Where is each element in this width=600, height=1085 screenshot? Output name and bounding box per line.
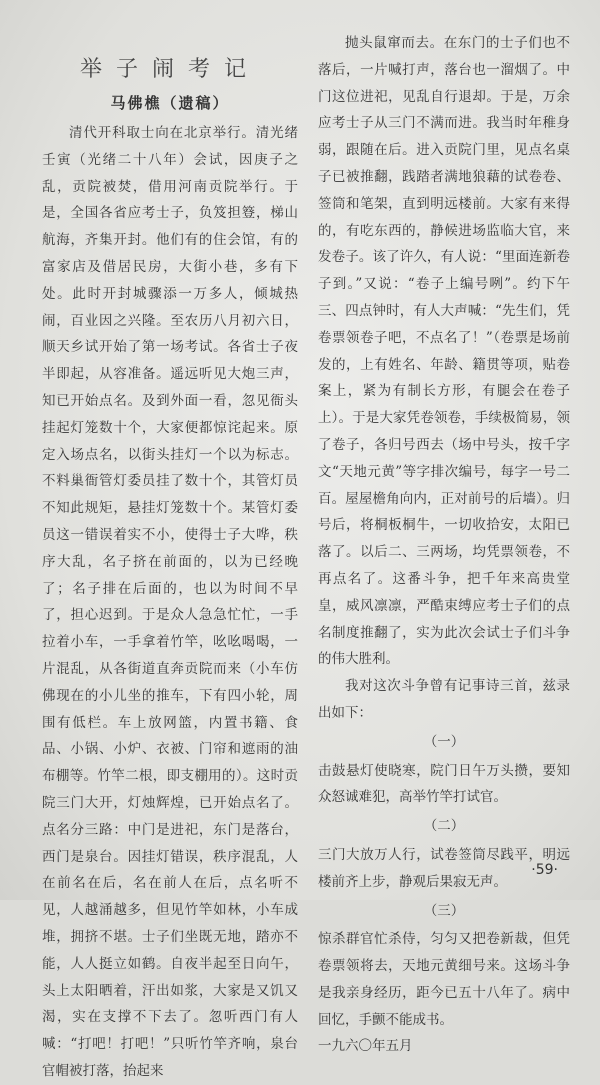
paragraph: 清代开科取士向在北京举行。清光绪壬寅（光绪二十八年）会试，因庚子之乱，贡院被焚，借用河南贡院举行。于是，全国各省应考士子，负笈担簦，梯山航海，齐集开封。他们有的住会馆，有的富家店及借居民房，大街小巷，多有下处。此时开封城骤添一万多人，倾城热闹，百业因之兴隆。至农历八月初六日，顺天乡试开始了第一场考试。各省士子夜半即起，从容准备。遥远听见大炮三声，知已开始点名。及到外面一看，忽见衙头挂起灯笼数十个，大家便都惊诧起来。原定入场点名，以街头挂灯一个以为标志。不料巢衙管灯委员挂了数十个，其管灯员不知此规矩，悬挂灯笼数十个。某管灯委员这一错误着实不小，使得士子大哗，秩序大乱，名子挤在前面的，以为已经晚了；名子排在后面的，也以为时间不早了，担心迟到。于是众人急急忙忙，一手拉着小车，一手拿着竹竿，吆吆喝喝，一片混乱，从各街道直奔贡院而来（小车仿佛现在的小儿坐的推车，下有四小轮，周围有低栏。车上放网篮，内置书籍、食品、小锅、小炉、衣被、门帘和遮雨的油布棚等。竹竿二根，即支棚用的）。这时贡院三门大开，灯烛辉煌，已开始点名了。点名分三路：中门是进祀，东门是落台，西门是泉台。因挂灯错误，秩序混乱，人在前名在后，名在前人在后，点名听不见，人越涌越多，但见竹竿如林，小车成堆，拥挤不堪。士子们坐既无地，踏亦不能，人人挺立如鹤。自夜半起至日向午，头上太阳晒着，汗出如浆，大家是又饥又渴，实在支撑不下去了。忽听西门有人喊：“打吧！打吧！”只听竹竿齐响，泉台官帽被打落，抬起来 <box>42 125 298 1079</box>
right-text-column <box>318 30 570 1055</box>
paragraph: 抛头鼠窜而去。在东门的士子们也不落后，一片喊打声，落台也一溜烟了。中门这位进祀，见乱自行退却。于是，万余应考士子从三门不满而进。我当时年稚身弱，跟随在后。进入贡院门里，见点名桌子已被推翻，践踏者满地狼藉的试卷卷、签筒和笔架，直到明远楼前。大家有来得的，有吃东西的，静候进场监临大官，来发卷子。该了许久，有人说：“里面连新卷子到。”又说：“卷子上编号咧”。约下午三、四点钟时，有人大声喊：“先生们，凭卷票领卷子吧，不点名了！”（卷票是场前发的，上有姓名、年龄、籍贯等项，贴卷案上，紧为有制长方形，有腿会在卷子上）。于是大家凭卷领卷，手续极简易，领了卷子，各归号西去（场中号头，按千字文“天地元黄”等字排次编号，每字一号二百。屋屋檐角向内，正对前号的后墙）。归号后，将桐板桐牛，一切收拾安，太阳已落了。以后二、三两场，均凭票领卷，不再点名了。这番斗争，把千年来高贵堂皇，威风凛凛，严酷束缚应考士子们的点名制度推翻了，实为此次会试士子们斗争的伟大胜利。 <box>318 35 570 668</box>
poem-text: 惊杀群官忙杀侍，匀匀又把卷新裁，但凭卷票领将去，天地元黄细号来。这场斗争是我亲身经历，距今已五十八年了。病中回忆，手颤不能成书。 <box>318 931 570 1028</box>
poem-number: （一） <box>423 733 465 750</box>
article-title: 举子闹考记 <box>79 57 260 82</box>
poem-number: （二） <box>423 818 465 835</box>
poem-number: （三） <box>423 902 465 919</box>
article-author: 马佛樵（遗稿） <box>110 94 230 112</box>
poem-text: 三门大放万人行，试卷签筒尽践平，明远楼前齐上步，静观后果寂无声。 <box>318 846 570 890</box>
paragraph: 我对这次斗争曾有记事诗三首，兹录出如下： <box>318 678 570 721</box>
poem-text: 击鼓悬灯使晓寒，院门日午万头攒，要知众怒诚难犯，高举竹竿打试官。 <box>318 762 570 806</box>
date-line: 一九六〇年五月 <box>318 1038 413 1055</box>
page-number: ·59· <box>531 862 558 878</box>
left-text-column <box>42 120 298 1079</box>
